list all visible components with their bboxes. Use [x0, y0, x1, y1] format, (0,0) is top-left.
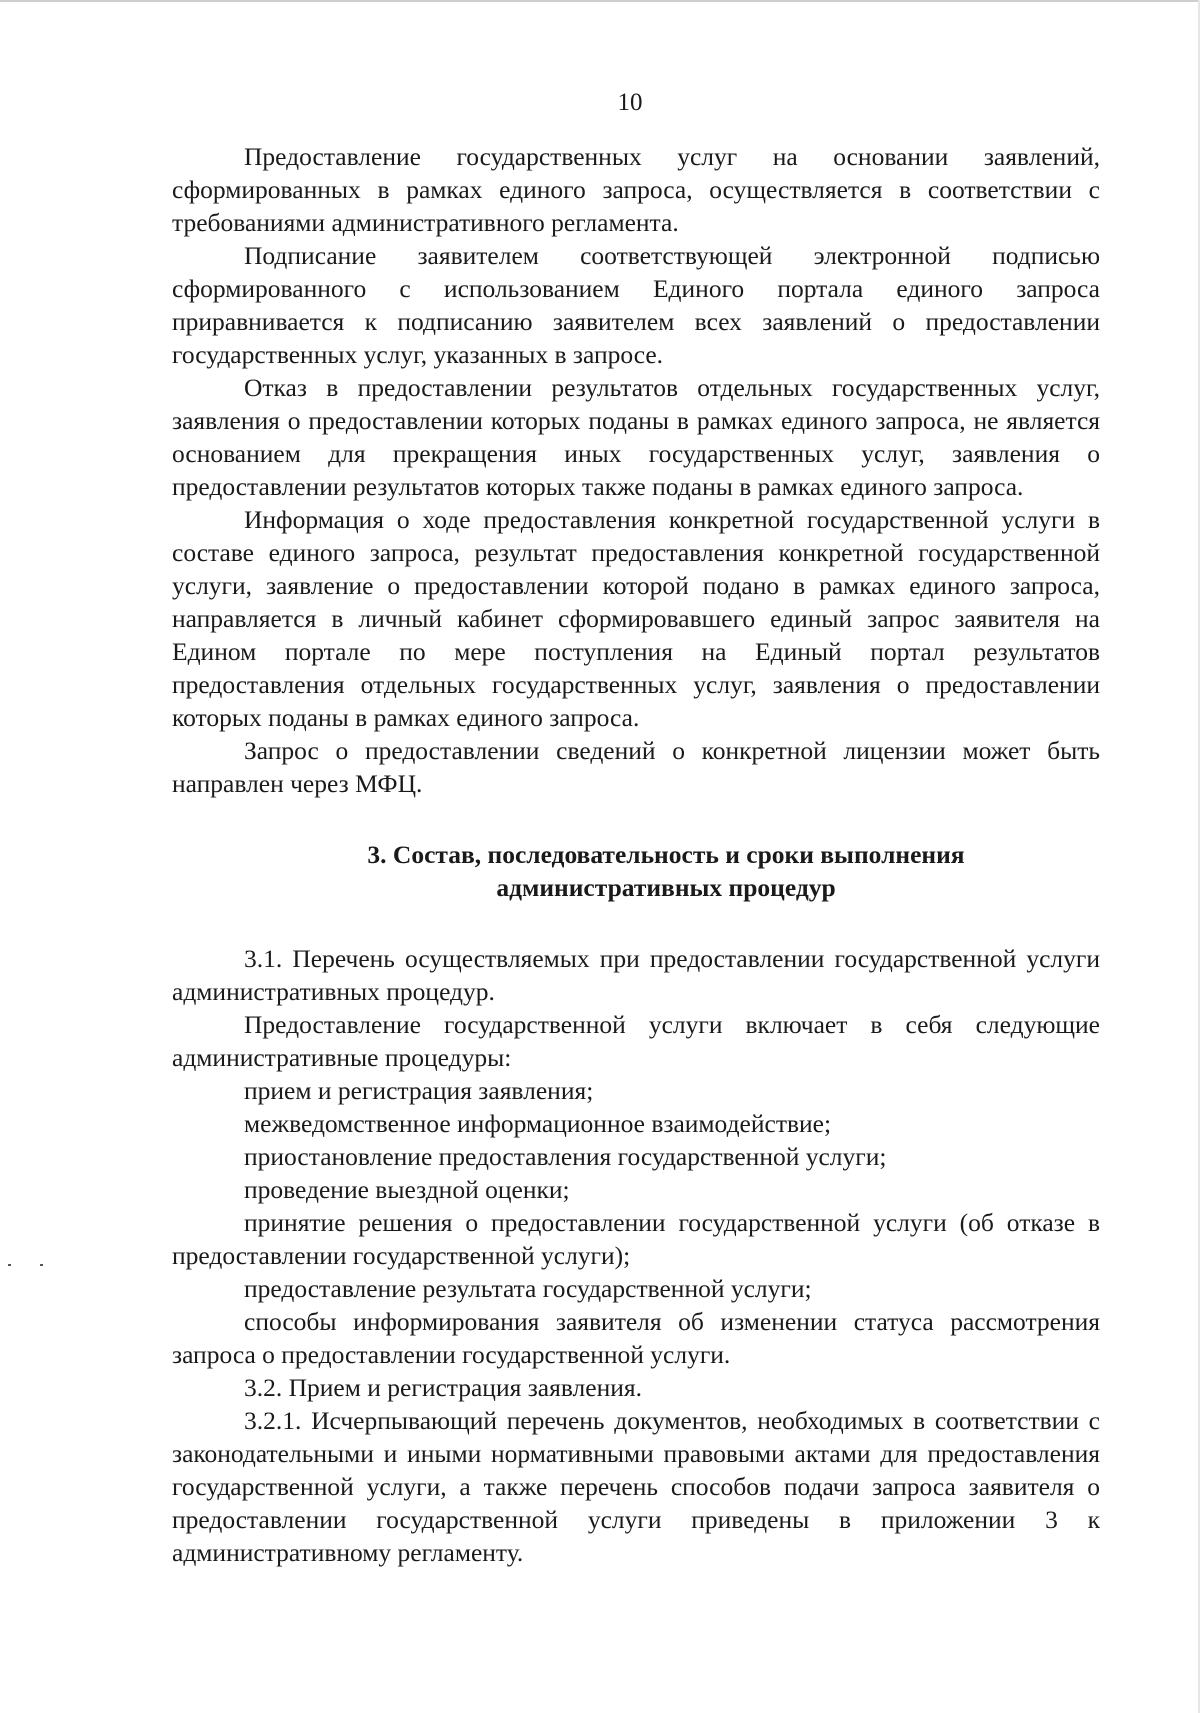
paragraph: Предоставление государственных услуг на основании заявлений, сформированных в рамках единого запроса, осуществляется в соответствии с требованиями административного регламента. — [172, 142, 1100, 237]
procedure-list-item: межведомственное информационное взаимодействие; — [244, 1109, 832, 1138]
paragraph: Отказ в предоставлении результатов отдельных государственных услуг, заявления о предоставлении которых поданы в рамках единого запроса, не является основанием для прекращения иных государственных услуг, заявления о предоставлении результатов которых также поданы в рамках единого запроса. — [172, 373, 1100, 501]
paragraph: Информация о ходе предоставления конкретной государственной услуги в составе единого запроса, результат предоставления конкретной государственной услуги, заявление о предоставлении которой подано в рамках единого запроса, направляется в личный кабинет сформировавшего единый запрос заявителя на Едином портале по мере поступления на Единый портал результатов предоставления отдельных государственных услуг, заявления о предоставлении которых поданы в рамках единого запроса. — [172, 505, 1100, 732]
procedure-list-item: предоставление результата государственной услуги; — [244, 1274, 812, 1303]
paragraph: Запрос о предоставлении сведений о конкретной лицензии может быть направлен через МФЦ. — [172, 736, 1100, 798]
procedure-list-item: приостановление предоставления государственной услуги; — [244, 1142, 887, 1171]
section-heading-line: 3. Состав, последовательность и сроки выполнения — [367, 840, 965, 869]
paragraph: 3.2.1. Исчерпывающий перечень документов, необходимых в соответствии с законодательными и иными нормативными правовыми актами для предоставления государственной услуги, а также перечень способов подачи запроса заявителя о предоставлении государственной услуги приведены в приложении 3 к административному регламенту. — [172, 1406, 1100, 1567]
section-heading-line: административных процедур — [496, 873, 836, 902]
paragraph: Предоставление государственной услуги включает в себя следующие административные процедуры: — [172, 1010, 1100, 1072]
procedure-list-item: прием и регистрация заявления; — [244, 1076, 594, 1105]
procedure-list-item: принятие решения о предоставлении государственной услуги (об отказе в предоставлении государственной услуги); — [172, 1208, 1100, 1270]
page-number: 10 — [617, 89, 643, 116]
document-body — [172, 140, 1100, 1569]
procedure-list-item: способы информирования заявителя об изменении статуса рассмотрения запроса о предоставлении государственной услуги. — [172, 1307, 1100, 1369]
procedure-list-item: проведение выездной оценки; — [244, 1175, 570, 1204]
paragraph: 3.2. Прием и регистрация заявления. — [244, 1373, 642, 1402]
section-heading — [172, 800, 1100, 942]
scan-margin-marks — [0, 1260, 50, 1270]
scan-top-edge — [0, 0, 1200, 2]
paragraph: Подписание заявителем соответствующей электронной подписью сформированного с использованием Единого портала единого запроса приравнивается к подписанию заявителем всех заявлений о предоставлении государственных услуг, указанных в запросе. — [172, 241, 1100, 369]
paragraph: 3.1. Перечень осуществляемых при предоставлении государственной услуги административных процедур. — [172, 944, 1100, 1006]
